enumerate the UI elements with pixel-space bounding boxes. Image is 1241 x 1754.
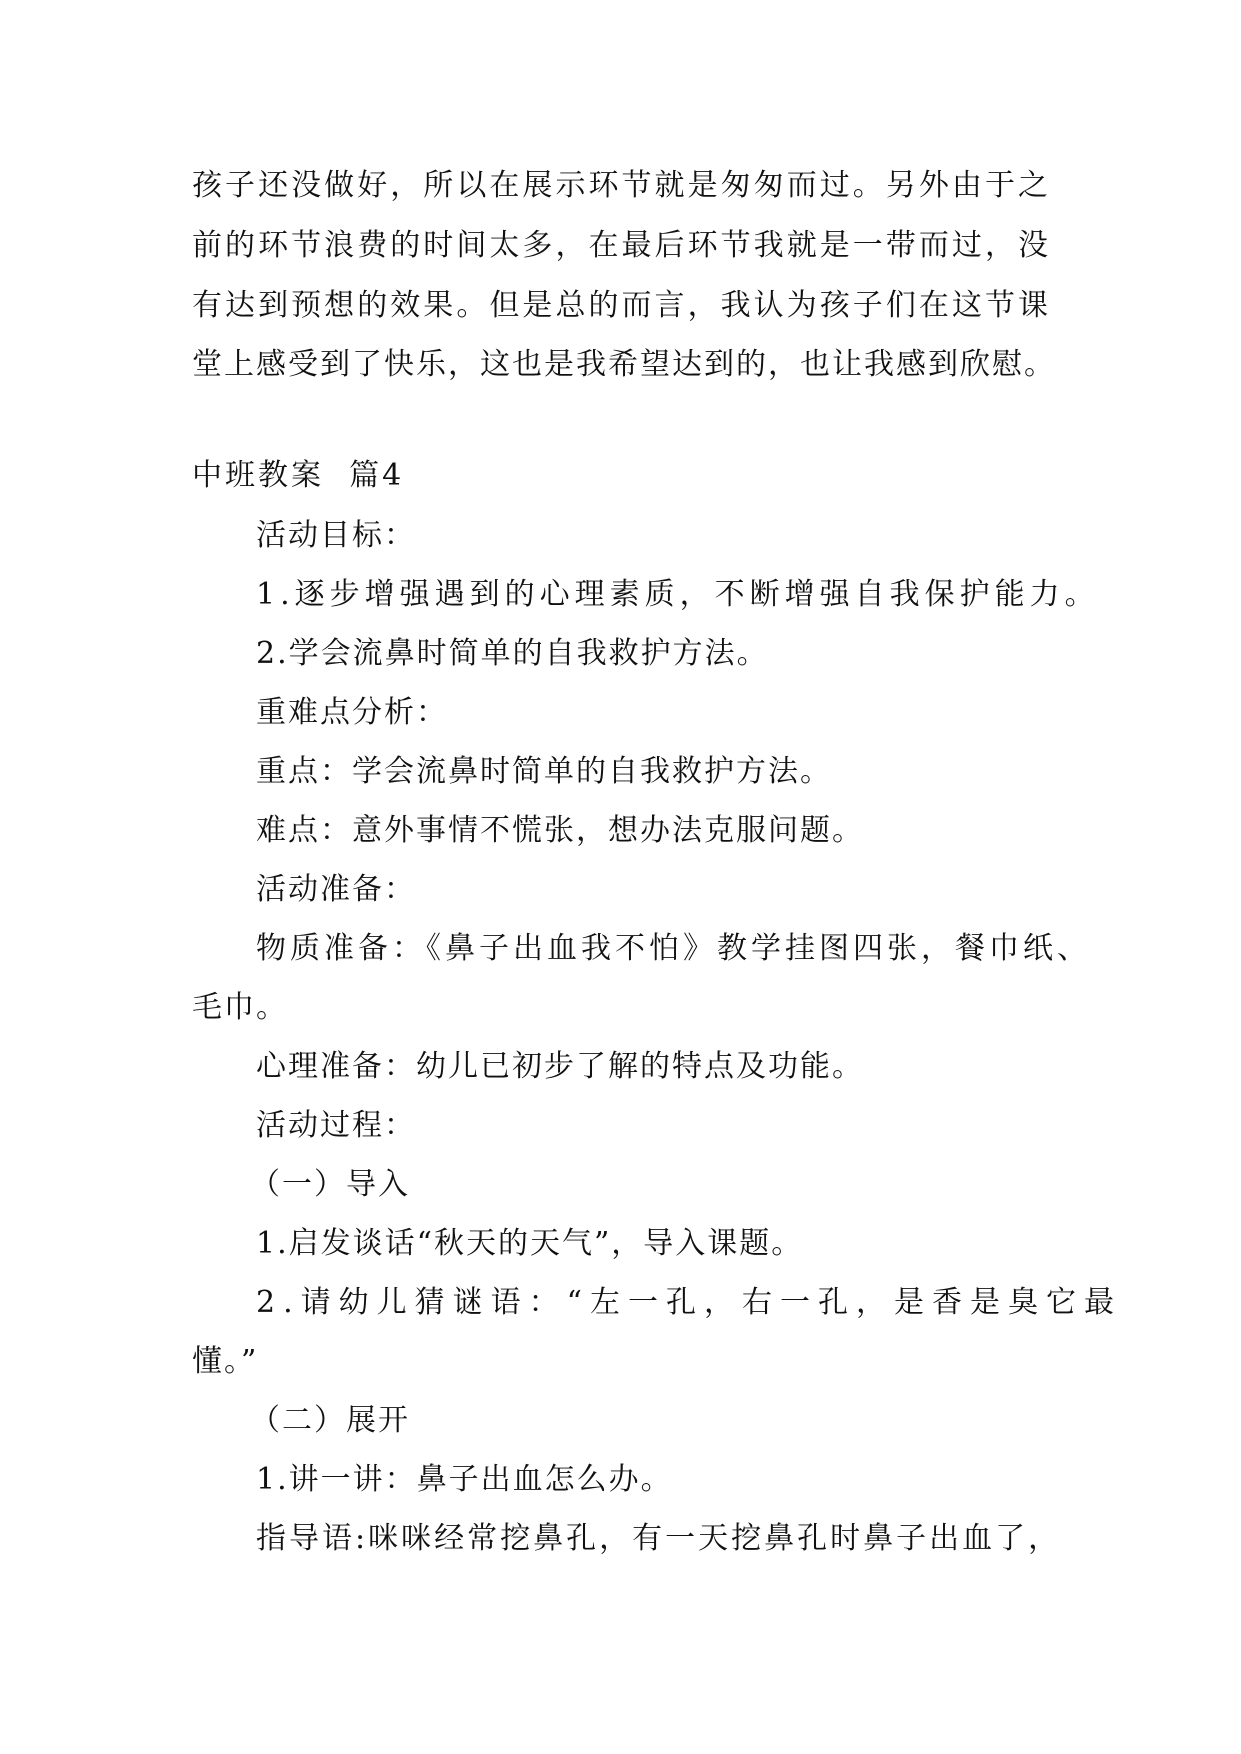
goal-item-2: 2.学会流鼻时简单的自我救护方法。: [256, 636, 769, 671]
activity-prep-heading: 活动准备：: [256, 872, 416, 907]
step-one-item-1: 1.启发谈话“秋天的天气”，导入课题。: [256, 1226, 804, 1261]
step-one-item-2: 2.请幼儿猜谜语：“左一孔，右一孔，是香是臭它最: [256, 1285, 1122, 1320]
activity-process-heading: 活动过程：: [256, 1108, 416, 1143]
intro-line-2: 前的环节浪费的时间太多，在最后环节我就是一带而过，没: [192, 228, 1050, 263]
step-one-item-2-continued: 懂。”: [192, 1344, 259, 1379]
intro-line-1: 孩子还没做好，所以在展示环节就是匆匆而过。另外由于之: [192, 168, 1050, 203]
section-title: 中班教案 篇4: [192, 458, 405, 493]
intro-line-4: 堂上感受到了快乐，这也是我希望达到的，也让我感到欣慰。: [192, 347, 1056, 382]
mental-prep-line: 心理准备：幼儿已初步了解的特点及功能。: [256, 1049, 864, 1084]
goal-item-1: 1.逐步增强遇到的心理素质，不断增强自我保护能力。: [256, 577, 1100, 612]
guidance-line: 指导语:咪咪经常挖鼻孔，有一天挖鼻孔时鼻子出血了，: [256, 1521, 1062, 1556]
material-prep-line: 物质准备：《鼻子出血我不怕》教学挂图四张，餐巾纸、: [256, 931, 1091, 966]
material-prep-continued: 毛巾。: [192, 990, 288, 1025]
difficult-point: 难点：意外事情不慌张，想办法克服问题。: [256, 813, 864, 848]
activity-goals-heading: 活动目标：: [256, 518, 416, 553]
key-points-heading: 重难点分析：: [256, 695, 448, 730]
step-one-heading: （一）导入: [250, 1167, 410, 1202]
key-point: 重点：学会流鼻时简单的自我救护方法。: [256, 754, 832, 789]
step-two-heading: （二）展开: [250, 1403, 410, 1438]
step-two-item-1: 1.讲一讲：鼻子出血怎么办。: [256, 1462, 673, 1497]
intro-line-3: 有达到预想的效果。但是总的而言，我认为孩子们在这节课: [192, 288, 1050, 323]
